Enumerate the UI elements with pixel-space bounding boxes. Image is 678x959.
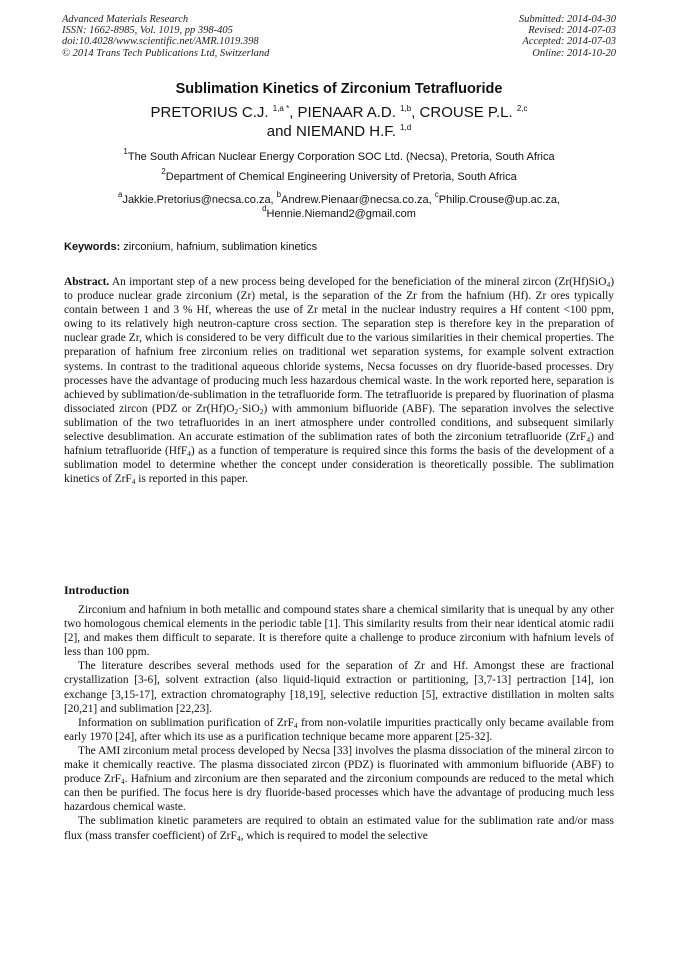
author-emails: $^a$Jakkie.Pretorius@necsa.co.za, $^b$Andrew.Pienaar@necsa.co.za, $^c$Philip.Crouse@up.ac.za, $^d$Hennie.Niemand2@gmail.com	[117, 190, 560, 220]
introduction-body	[64, 603, 614, 843]
journal-name: Advanced Materials Research	[62, 14, 189, 25]
author-affiliation-mark: 1,b	[400, 104, 412, 113]
date-online: Online: 2014-10-20	[532, 47, 616, 59]
abstract: Abstract. An important step of a new process being developed for the beneficiation of the mineral zircon (Zr(Hf)SiO$_4$) to produce nuclear grade zirconium (Zr) metal, is the separation of the Zr from the hafnium (Hf). Zr ores typically contain between 1 and 3 % Hf, whereas the use of Zr metal in the nuclear industry requires a Hf content <100 ppm, owing to its relatively high neutron-capture cross section. The separation step is therefore key in the preparation of nuclear grade Zr, which is considered to be very difficult due to the various similarities in their chemical properties. The preparation of hafnium free zirconium relies on traditional wet separation systems, for example solvent extraction systems. In contrast to the traditional aqueous chloride systems, Necsa focusses on dry fluoride-based processes. Dry processes have the advantage of producing much less hazardous chemical waste. In the work reported here, separation is achieved by sublimation/de-sublimation in the tetrafluoride form. The tetrafluoride is prepared by fluorination of plasma dissociated zircon (PDZ or $Zr(Hf)O_2\cdot SiO_2$) with ammonium bifluoride (ABF). The separation involves the selective sublimation of the two tetrafluorides in an inert atmosphere under controlled conditions, and subsequent similarly selective desublimation. An accurate estimation of the sublimation rates of both the zirconium tetrafluoride (ZrF$_4$) and hafnium tetrafluoride (HfF$_4$) as a function of temperature is required since this forms the basis of the development of a sublimation model to determine whether the concept under consideration is theoretically possible. The sublimation kinetics of ZrF$_4$ is reported in this paper.	[64, 276, 615, 487]
journal-issn: ISSN: 1662-8985, Vol. 1019, pp 398-405	[62, 25, 233, 37]
paragraph: Zirconium and hafnium in both metallic and compound states share a chemical similarity that is unequal by any other two homologous chemical elements in the periodic table [1]. This similarity results from their near identical atomic radii [2], and makes them difficult to separate. It is therefore quite a challenge to produce zirconium with hafnium levels of less than 100 ppm.	[64, 604, 614, 659]
date-accepted: Accepted: 2014-07-03	[522, 36, 616, 48]
author-affiliation-mark: 1,a *	[272, 104, 290, 113]
author-affiliation-mark: 2,c	[516, 104, 528, 113]
keywords-label: Keywords:	[64, 241, 121, 253]
journal-copyright: © 2014 Trans Tech Publications Ltd, Switzerland	[62, 47, 270, 59]
author-name: , PIENAAR A.D.	[289, 104, 401, 121]
date-submitted: Submitted: 2014-04-30	[518, 14, 616, 25]
author-affiliation-mark: 1,d	[400, 123, 412, 132]
email-link[interactable]: Andrew.Pienaar@necsa.co.za,	[281, 194, 435, 206]
publication-dates	[519, 14, 616, 59]
affiliation-1: $^1$The South African Nuclear Energy Corporation SOC Ltd. (Necsa), Pretoria, South Africa	[123, 147, 555, 163]
affiliation-2: $^2$Department of Chemical Engineering University of Pretoria, South Africa	[161, 167, 517, 183]
author-list	[0, 103, 678, 141]
abstract-label: Abstract.	[64, 276, 110, 288]
date-revised: Revised: 2014-07-03	[528, 25, 616, 37]
paragraph: The literature describes several methods used for the separation of Zr and Hf. Amongst these are fractional crystallization [3-6], solvent extraction (also liquid-liquid extraction or partitioning, [3,7-13] pertraction [14], ion exchange [3,15-17], extraction chromatography [18,19], selective reduction [5], extractive distillation in molten salts [20,21] and sublimation [22,23].	[64, 660, 614, 715]
author-name: , CROUSE P.L.	[411, 104, 517, 121]
author-name: PRETORIUS C.J.	[150, 104, 273, 121]
paragraph: The AMI zirconium metal process developed by Necsa [33] involves the plasma dissociation of the mineral zircon to make it chemically reactive. The plasma dissociated zircon (PDZ) is fluorinated with ammonium bifluoride (ABF) to produce ZrF$_4$. Hafnium and zirconium are then separated and the zirconium compounds are reduced to the metal which can then be purified. The focus here is dry fluoride-based processes which have the advantage of producing much less hazardous chemical waste.	[64, 744, 614, 814]
keywords-line	[64, 241, 317, 253]
paragraph: The sublimation kinetic parameters are required to obtain an estimated value for the sublimation rate and/or mass flux (mass transfer coefficient) of ZrF$_4$, which is required to model the selective	[64, 815, 614, 843]
section-heading-introduction: Introduction	[64, 583, 130, 597]
email-link[interactable]: Hennie.Niemand2@gmail.com	[266, 208, 416, 220]
paragraph: Information on sublimation purification of ZrF$_4$ from non-volatile impurities practically only became available from early 1970 [24], after which its use as a purification technique became more apparent [25-32].	[64, 716, 614, 743]
journal-doi: doi:10.4028/www.scientific.net/AMR.1019.398	[62, 36, 259, 48]
email-link[interactable]: Philip.Crouse@up.ac.za,	[438, 194, 560, 206]
journal-info	[62, 14, 269, 59]
author-name: and NIEMAND H.F.	[266, 123, 401, 140]
keywords-text: zirconium, hafnium, sublimation kinetics	[120, 241, 318, 253]
paper-title: Sublimation Kinetics of Zirconium Tetrafluoride	[175, 81, 503, 97]
email-link[interactable]: Jakkie.Pretorius@necsa.co.za,	[122, 194, 277, 206]
